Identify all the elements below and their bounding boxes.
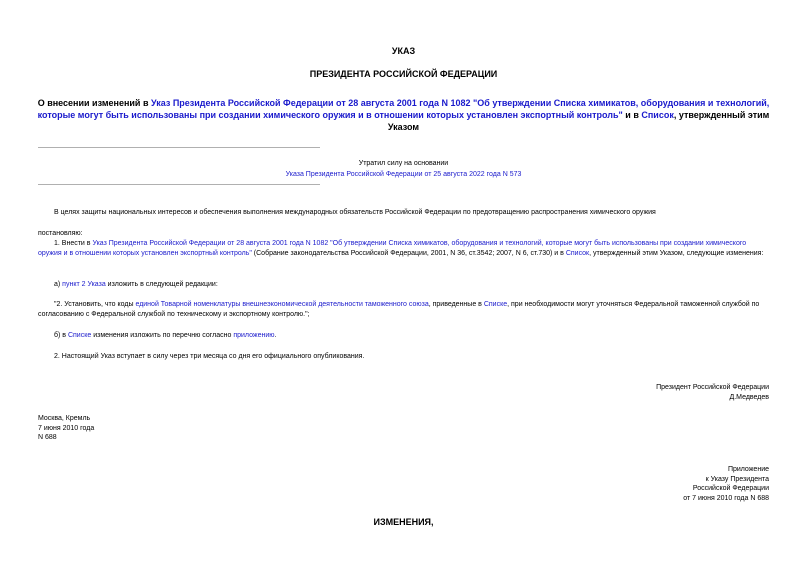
quote-list-link[interactable]: Списке (483, 301, 508, 308)
appendix-link[interactable]: приложению (233, 332, 275, 339)
subitem-b-list-link[interactable]: Списке (67, 332, 92, 339)
appendix-line-4: от 7 июня 2010 года N 688 (683, 494, 769, 502)
quote-middle: , приведенные в (428, 301, 484, 308)
item-1-decree-link[interactable]: Указ Президента Российской Федерации от 28 августа 2001 года N 1082 "Об утверждении Списка химикатов, оборудования и технологий, которые могут быть использованы при создании химического оружия и в отношении которых установлен экспортный контроль" (38, 240, 747, 257)
date: 7 июня 2010 года (38, 424, 95, 432)
decree-word: постановляю: (38, 230, 83, 237)
subitem-a-prefix: а) (54, 281, 63, 288)
preamble: В целях защиты национальных интересов и обеспечения выполнения международных обязательств Российской Федерации по предотвращению распространения химического оружия (54, 209, 656, 216)
repeal-decree-link[interactable]: Указа Президента Российской Федерации от 25 августа 2022 года N 573 (285, 171, 522, 178)
quoted-clause (38, 300, 768, 319)
issuer-heading: ПРЕЗИДЕНТА РОССИЙСКОЙ ФЕДЕРАЦИИ (309, 69, 498, 79)
changes-heading: ИЗМЕНЕНИЯ, (373, 517, 434, 527)
status-note-link-row (120, 169, 687, 180)
document-title (34, 97, 773, 133)
signatory-name: Д.Медведев (729, 393, 769, 401)
appendix-block (683, 465, 769, 503)
decree-number: N 688 (38, 434, 57, 441)
title-suffix: , утвержденный этим Указом (387, 110, 770, 132)
signature-block (656, 383, 769, 402)
subitem-a (38, 280, 768, 290)
divider-top (38, 147, 320, 148)
point-2-link[interactable]: пункт 2 Указа (62, 281, 106, 288)
doc-type-heading: УКАЗ (391, 46, 416, 56)
place-date-block (38, 414, 94, 443)
divider-bottom (38, 184, 320, 185)
signatory-position: Президент Российской Федерации (656, 384, 769, 391)
item-1 (38, 239, 768, 258)
tnved-link[interactable]: единой Товарной номенклатуры внешнеэкономической деятельности таможенного союза (135, 301, 429, 308)
subitem-b (38, 331, 768, 341)
title-middle: и в (622, 110, 642, 120)
quote-suffix: , при необходимости могут уточняться Федеральной таможенной службой по согласованию с Федеральной службой по техническому и экспортному контролю."; (38, 301, 760, 318)
subitem-a-suffix: изложить в следующей редакции: (105, 281, 218, 288)
item-1-middle: (Собрание законодательства Российской Федерации, 2001, N 36, ст.3542; 2007, N 6, ст.730) и в (251, 249, 566, 257)
subitem-b-prefix: б) в (54, 332, 68, 339)
appendix-line-1: Приложение (727, 466, 769, 473)
title-prefix: О внесении изменений в (37, 98, 151, 108)
appendix-line-2: к Указу Президента (705, 475, 769, 483)
item-1-suffix: , утвержденный этим Указом, следующие изменения: (589, 249, 764, 257)
item-1-prefix: 1. Внести в (54, 240, 93, 247)
appendix-line-3: Российской Федерации (692, 485, 769, 492)
quote-prefix: "2. Установить, что коды (54, 301, 136, 308)
title-link-list[interactable]: Список (641, 110, 674, 120)
item-2: 2. Настоящий Указ вступает в силу через три месяца со дня его официального опубликования. (54, 353, 365, 360)
status-note-line: Утратил силу на основании (358, 160, 449, 167)
title-link-decree[interactable]: Указ Президента Российской Федерации от 28 августа 2001 года N 1082 "Об утверждении Списка химикатов, оборудования и технологий, которые могут быть использованы при создании химического оружия и в отношении которых установлен экспортный контроль" (37, 98, 770, 120)
item-1-list-link[interactable]: Список (565, 249, 590, 257)
subitem-b-middle: изменения изложить по перечню согласно (91, 332, 234, 339)
subitem-b-suffix: . (274, 332, 277, 339)
place: Москва, Кремль (38, 415, 91, 422)
